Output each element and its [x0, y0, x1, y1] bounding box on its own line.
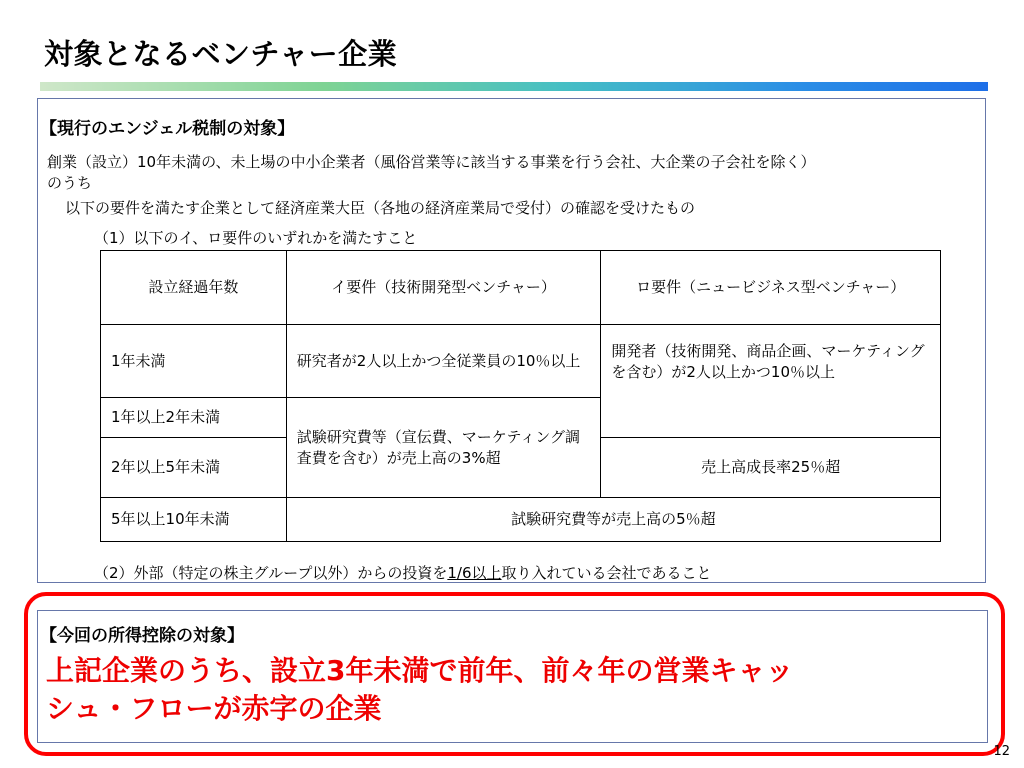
- requirement-1-text: （1）以下のイ、ロ要件のいずれかを満たすこと: [94, 229, 418, 247]
- requirements-table: [100, 250, 941, 542]
- deduction-target-statement: [46, 652, 794, 728]
- table-row: [101, 325, 941, 398]
- deduction-target-line-2: シュ・フローが赤字の企業: [46, 692, 382, 725]
- deduction-target-line-1: 上記企業のうち、設立3年未満で前年、前々年の営業キャッ: [46, 654, 794, 687]
- deduction-target-heading: 【今回の所得控除の対象】: [40, 626, 244, 646]
- page-number: 12: [993, 744, 1010, 759]
- i-requirement-cell: 研究者が2人以上かつ全従業員の10％以上: [286, 325, 601, 398]
- ro-requirement-cell: 開発者（技術開発、商品企画、マーケティングを含む）が2人以上かつ10％以上: [601, 325, 941, 438]
- header-years: 設立経過年数: [101, 251, 287, 325]
- table-row: [101, 498, 941, 542]
- current-scheme-heading: 【現行のエンジェル税制の対象】: [40, 119, 295, 139]
- title-underline-bar: [40, 82, 988, 91]
- current-scheme-line-2: のうち: [47, 174, 93, 192]
- requirement-2-suffix: 取り入れている会社であること: [501, 564, 712, 582]
- page-title: 対象となるベンチャー企業: [44, 37, 398, 71]
- current-scheme-line-1: 創業（設立）10年未満の、未上場の中小企業者（風俗営業等に該当する事業を行う会社、大企業の子会社を除く）: [47, 153, 816, 171]
- current-scheme-line-3: 以下の要件を満たす企業として経済産業大臣（各地の経済産業局で受付）の確認を受けたもの: [65, 199, 696, 217]
- period-cell: 1年未満: [101, 325, 287, 398]
- requirement-2-prefix: （2）外部（特定の株主グループ以外）からの投資を: [94, 564, 448, 582]
- requirement-2-ratio: 1/6以上: [447, 564, 502, 582]
- merged-requirement-cell: 試験研究費等が売上高の5％超: [286, 498, 940, 542]
- period-cell: 1年以上2年未満: [101, 398, 287, 438]
- header-ro-requirement: ロ要件（ニュービジネス型ベンチャー）: [601, 251, 941, 325]
- requirement-2-text: [94, 562, 712, 583]
- i-requirement-cell: 試験研究費等（宣伝費、マーケティング調査費を含む）が売上高の3%超: [286, 398, 601, 498]
- header-i-requirement: イ要件（技術開発型ベンチャー）: [286, 251, 601, 325]
- ro-requirement-cell: 売上高成長率25％超: [601, 438, 941, 498]
- period-cell: 2年以上5年未満: [101, 438, 287, 498]
- period-cell: 5年以上10年未満: [101, 498, 287, 542]
- table-header-row: [101, 251, 941, 325]
